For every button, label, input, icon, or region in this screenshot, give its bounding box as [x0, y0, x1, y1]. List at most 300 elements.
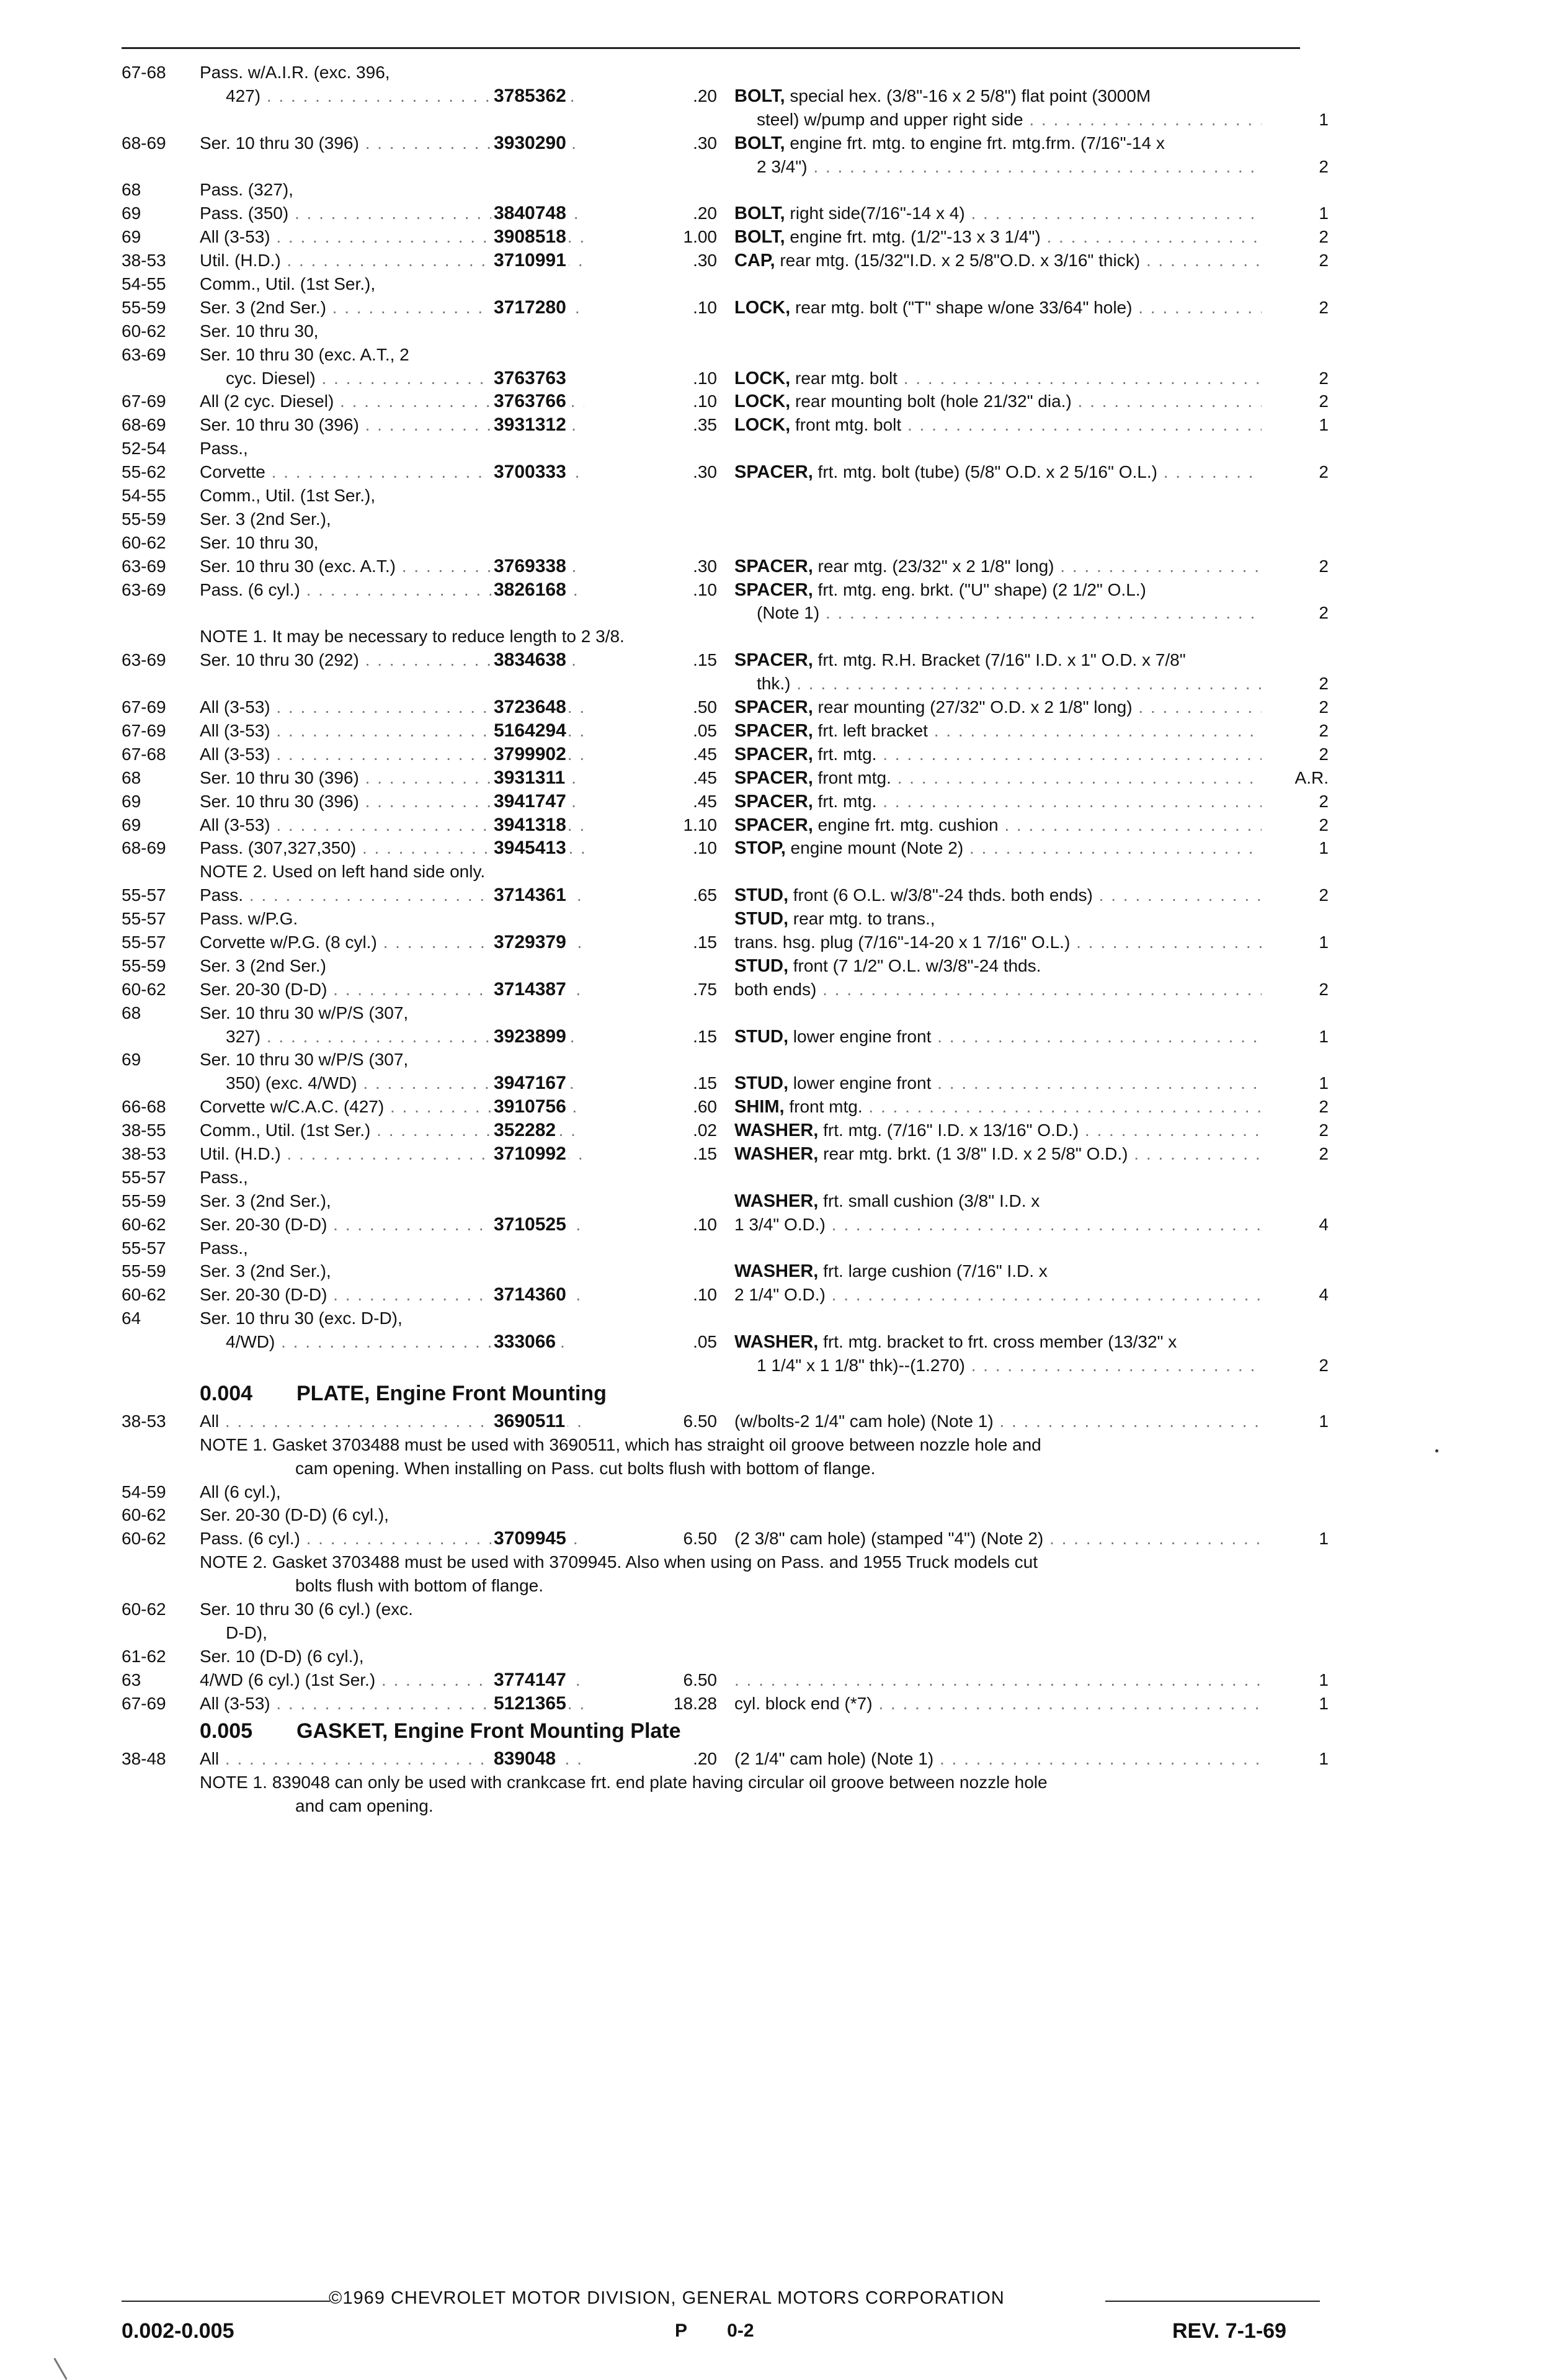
model-years: 38-48 [122, 1749, 166, 1769]
application: Pass. w/P.G. [200, 909, 298, 929]
application: 4/WD (6 cyl.) (1st Ser.) . . . [200, 1668, 584, 1692]
part-number: 3931312 [491, 413, 569, 437]
model-years: 55-57 [122, 1167, 166, 1187]
part-name: SPACER, [734, 697, 813, 718]
note-text: cam opening. When installing on Pass. cut bolts flush with bottom of flange. [295, 1458, 876, 1478]
model-years: 52-54 [122, 439, 166, 459]
part-name: BOLT, [734, 133, 785, 153]
part-name: WASHER, [734, 1191, 819, 1211]
note-text: NOTE 1. It may be necessary to reduce length to 2 3/8. [200, 627, 625, 646]
part-number: 3931311 [491, 766, 568, 790]
quantity: 4 [1263, 1283, 1329, 1307]
parts-row [122, 1283, 1331, 1307]
part-name: SPACER, [734, 815, 813, 835]
model-years: 67-69 [122, 697, 166, 717]
model-years: 67-68 [122, 744, 166, 764]
note-line [122, 1794, 1331, 1818]
parts-row [122, 1048, 1331, 1071]
description-text: engine mount (Note 2) [790, 838, 964, 858]
description-text: cyl. block end (*7) [734, 1693, 873, 1713]
description-text: rear mounting (27/32" O.D. x 2 1/8" long) [817, 697, 1133, 717]
parts-row [122, 437, 1331, 460]
quantity: 1 [1263, 1527, 1329, 1550]
parts-row [122, 108, 1331, 132]
part-number: 3840748 [491, 202, 569, 225]
application: All (3-53) . . . [200, 813, 584, 837]
application: Ser. 3 (2nd Ser.), [200, 509, 331, 529]
price: .15 [693, 1026, 717, 1046]
description-text: rear mtg. to trans., [793, 909, 935, 929]
application: Pass. (6 cyl.) . . . [200, 578, 584, 602]
part-name: SPACER, [734, 556, 813, 576]
description-text: rear mounting bolt (hole 21/32" dia.) [795, 391, 1072, 411]
description-text: thk.) [757, 674, 791, 694]
application: Ser. 3 (2nd Ser.) [200, 955, 326, 975]
part-number: 3930290 [491, 132, 569, 155]
price: .30 [693, 556, 717, 576]
description-text: rear mtg. (23/32" x 2 1/8" long) [817, 556, 1054, 576]
note-text: NOTE 1. Gasket 3703488 must be used with 3690511, which has straight oil groove between nozzle hole and [200, 1434, 1041, 1454]
price: .10 [693, 1285, 717, 1305]
application: 350) (exc. 4/WD) . . . [226, 1071, 573, 1095]
model-years: 69 [122, 227, 141, 247]
quantity: 2 [1263, 719, 1329, 743]
description-text: steel) w/pump and upper right side [757, 109, 1023, 129]
part-number: 3714387 [491, 978, 569, 1001]
quantity: 1 [1263, 1668, 1329, 1692]
description-text: lower engine front [793, 1026, 932, 1046]
description-text: right side(7/16"-14 x 4) [790, 204, 965, 223]
price: .50 [693, 697, 717, 717]
part-number: 3729379 [491, 931, 569, 954]
quantity: 4 [1263, 1213, 1329, 1237]
model-years: 38-55 [122, 1121, 166, 1140]
description [757, 1354, 1262, 1378]
note-line [122, 1771, 1331, 1794]
price: .35 [693, 415, 717, 435]
description-text: frt. mtg. (7/16" I.D. x 13/16" O.D.) [823, 1121, 1079, 1140]
part-name: LOCK, [734, 368, 791, 388]
part-name: BOLT, [734, 227, 785, 248]
application: Corvette . . . [200, 460, 584, 484]
price: .20 [693, 86, 717, 105]
section-heading [122, 1377, 1331, 1410]
parts-row [122, 84, 1331, 108]
part-number: 333066 [491, 1330, 558, 1354]
page-number [675, 2320, 754, 2342]
model-years: 67-69 [122, 720, 166, 740]
part-number: 3717280 [491, 296, 569, 320]
part-name: WASHER, [734, 1261, 819, 1282]
part-number: 5121365 [491, 1692, 569, 1716]
model-years: 68-69 [122, 415, 166, 435]
description [734, 1095, 1262, 1119]
application: All (3-53) . . . [200, 719, 584, 743]
parts-row [122, 907, 1331, 931]
description [757, 672, 1262, 696]
model-years: 66-68 [122, 1097, 166, 1117]
model-years: 55-57 [122, 932, 166, 952]
parts-row [122, 1119, 1331, 1142]
description-text: (Note 1) [757, 603, 820, 623]
description [734, 249, 1262, 273]
quantity: 1 [1263, 1410, 1329, 1433]
model-years: 63-69 [122, 650, 166, 670]
description-text: 2 3/4") [757, 156, 808, 176]
description-text: frt. mtg. [817, 791, 877, 811]
description-text: (2 1/4" cam hole) (Note 1) [734, 1749, 934, 1769]
model-years: 60-62 [122, 1599, 166, 1619]
model-years: 69 [122, 791, 141, 811]
application: Pass. (307,327,350) . . . [200, 836, 584, 860]
parts-row [122, 790, 1331, 813]
parts-row [122, 1354, 1331, 1377]
parts-row [122, 743, 1331, 766]
page-number-value: 0-2 [727, 2320, 754, 2341]
part-number: 3799902 [491, 743, 569, 766]
parts-row [122, 1213, 1331, 1237]
model-years: 38-53 [122, 1411, 166, 1431]
application: Ser. 20-30 (D-D) . . . [200, 1213, 584, 1237]
model-years: 67-69 [122, 391, 166, 411]
quantity: 1 [1263, 1071, 1329, 1095]
parts-row [122, 672, 1331, 696]
price: .15 [693, 650, 717, 670]
description [734, 84, 1262, 109]
price: .10 [693, 1214, 717, 1234]
part-number: 3700333 [491, 460, 569, 484]
parts-row [122, 931, 1331, 954]
application: Ser. 20-30 (D-D) . . . [200, 1283, 584, 1307]
price: .20 [693, 204, 717, 223]
part-number: 3910756 [491, 1095, 569, 1119]
description [734, 132, 1262, 156]
quantity: 1 [1263, 1692, 1329, 1716]
price: .45 [693, 767, 717, 787]
footer-rule-left [122, 2301, 330, 2302]
description [734, 1283, 1262, 1307]
description [734, 202, 1262, 226]
description [734, 555, 1262, 579]
description [734, 225, 1262, 249]
parts-row [122, 1166, 1331, 1189]
description [734, 836, 1262, 861]
parts-row [122, 836, 1331, 860]
parts-row [122, 460, 1331, 484]
parts-row [122, 1645, 1331, 1668]
application: Ser. 10 thru 30, [200, 321, 319, 341]
part-name: STUD, [734, 1073, 788, 1094]
model-years: 68-69 [122, 838, 166, 858]
description [734, 1747, 1262, 1771]
part-name: SPACER, [734, 791, 813, 812]
application: 4/WD) . . . [226, 1330, 573, 1354]
application: Comm., Util. (1st Ser.), [200, 274, 376, 294]
description [734, 648, 1262, 673]
model-years: 63-69 [122, 579, 166, 599]
quantity: 2 [1263, 884, 1329, 907]
section-title: PLATE, Engine Front Mounting [296, 1381, 607, 1405]
application: Ser. 3 (2nd Ser.), [200, 1191, 331, 1210]
description-text: lower engine front [793, 1073, 932, 1093]
application: Ser. 10 thru 30 (292) . . . [200, 648, 584, 672]
model-years: 69 [122, 1050, 141, 1070]
parts-row [122, 1095, 1331, 1119]
part-number: 3941318 [491, 813, 569, 837]
quantity: 1 [1263, 1025, 1329, 1049]
description [734, 413, 1262, 437]
description-text: engine frt. mtg. to engine frt. mtg.frm. (7/16"-14 x [790, 133, 1165, 153]
quantity: 2 [1263, 978, 1329, 1001]
application: Ser. 10 thru 30 (396) . . . [200, 132, 584, 155]
page-prefix: P [675, 2320, 687, 2341]
description-text: engine frt. mtg. (1/2"-13 x 3 1/4") [790, 227, 1041, 247]
application: All (3-53) . . . [200, 225, 584, 249]
part-number: 3923899 [491, 1025, 569, 1049]
parts-row [122, 813, 1331, 837]
description [734, 578, 1262, 602]
part-name: LOCK, [734, 297, 791, 318]
group-range: 0.002-0.005 [122, 2319, 234, 2343]
section-code: 0.005 [200, 1719, 253, 1743]
parts-row [122, 272, 1331, 296]
model-years: 60-62 [122, 1285, 166, 1305]
quantity: 2 [1263, 367, 1329, 390]
price: .10 [693, 838, 717, 858]
description-text: frt. small cushion (3/8" I.D. x [823, 1191, 1040, 1210]
part-number: 3714360 [491, 1283, 569, 1307]
description [734, 367, 1262, 391]
price: .05 [693, 720, 717, 740]
price: .02 [693, 1121, 717, 1140]
model-years: 60-62 [122, 979, 166, 999]
application: All (6 cyl.), [200, 1482, 281, 1501]
note-line [122, 1433, 1331, 1457]
application: Ser. 3 (2nd Ser.), [200, 1261, 331, 1281]
part-number: 3826168 [491, 578, 569, 602]
price: 6.50 [683, 1411, 717, 1431]
parts-row [122, 320, 1331, 343]
description-text: (w/bolts-2 1/4" cam hole) (Note 1) [734, 1411, 994, 1431]
quantity: 2 [1263, 225, 1329, 249]
parts-row [122, 1237, 1331, 1260]
application: Ser. 10 thru 30 (396) . . . [200, 766, 584, 790]
part-number: 3941747 [491, 790, 569, 813]
application: Ser. 10 thru 30 (396) . . . [200, 413, 584, 437]
parts-row [122, 296, 1331, 320]
quantity: 1 [1263, 931, 1329, 954]
price: .30 [693, 251, 717, 271]
model-years: 55-59 [122, 1191, 166, 1210]
quantity: 1 [1263, 413, 1329, 437]
description [734, 296, 1262, 320]
application: Ser. 10 thru 30 (6 cyl.) (exc. [200, 1599, 413, 1619]
description-text: engine frt. mtg. cushion [817, 815, 999, 834]
part-name: WASHER, [734, 1143, 819, 1164]
top-rule [122, 47, 1300, 49]
note-text: NOTE 2. Used on left hand side only. [200, 862, 486, 882]
part-name: STUD, [734, 955, 788, 976]
quantity: 2 [1263, 696, 1329, 719]
description [734, 931, 1262, 955]
description [757, 601, 1262, 625]
parts-row [122, 1025, 1331, 1049]
application: Corvette w/P.G. (8 cyl.) . . . [200, 931, 584, 954]
model-years: 69 [122, 204, 141, 223]
application: All (2 cyc. Diesel) . . . [200, 390, 584, 413]
part-name: STUD, [734, 885, 788, 906]
model-years: 55-57 [122, 909, 166, 929]
model-years: 69 [122, 815, 141, 834]
application: Pass., [200, 1238, 248, 1258]
part-number: 352282 [491, 1119, 558, 1142]
description-text: both ends) [734, 979, 817, 999]
model-years: 64 [122, 1309, 141, 1328]
price: .15 [693, 1073, 717, 1093]
description [734, 954, 1262, 978]
price: 6.50 [683, 1529, 717, 1549]
note-line [122, 1574, 1331, 1598]
quantity: 2 [1263, 296, 1329, 320]
part-name: LOCK, [734, 415, 791, 436]
section-title: GASKET, Engine Front Mounting Plate [296, 1719, 681, 1743]
parts-row [122, 1480, 1331, 1504]
description [734, 1025, 1262, 1049]
price: .20 [693, 1749, 717, 1769]
quantity: 1 [1263, 1747, 1329, 1771]
parts-row [122, 1307, 1331, 1330]
application: Pass., [200, 439, 248, 459]
application: All (3-53) . . . [200, 1692, 584, 1716]
quantity: 2 [1263, 601, 1329, 625]
price: 18.28 [673, 1693, 717, 1713]
model-years: 60-62 [122, 1529, 166, 1549]
description-text: frt. large cushion (7/16" I.D. x [823, 1261, 1048, 1281]
model-years: 55-59 [122, 955, 166, 975]
part-number: 3908518 [491, 225, 569, 249]
scan-speck [1435, 1449, 1438, 1452]
part-number: 3690511 [491, 1410, 568, 1433]
note-text: and cam opening. [295, 1796, 434, 1816]
part-number: 3710992 [491, 1142, 569, 1166]
application: Util. (H.D.) . . . [200, 1142, 584, 1166]
part-number: 3763766 [491, 390, 569, 413]
part-name: BOLT, [734, 204, 785, 224]
application: Ser. 3 (2nd Ser.) . . . [200, 296, 584, 320]
model-years: 61-62 [122, 1646, 166, 1666]
price: .15 [693, 1143, 717, 1163]
application: Ser. 10 thru 30, [200, 532, 319, 552]
quantity: 1 [1263, 202, 1329, 225]
parts-row [122, 601, 1331, 625]
price: .65 [693, 885, 717, 905]
description-text: special hex. (3/8"-16 x 2 5/8") flat point (3000M [790, 86, 1151, 105]
revision-date: REV. 7-1-69 [1172, 2319, 1286, 2343]
application: cyc. Diesel) . . . [226, 367, 573, 390]
parts-row [122, 413, 1331, 437]
part-name: SPACER, [734, 579, 813, 600]
parts-row [122, 1598, 1331, 1621]
description [734, 1410, 1262, 1434]
description-text: frt. mtg. bracket to frt. cross member (13/32" x [823, 1332, 1177, 1352]
parts-row [122, 648, 1331, 672]
parts-row [122, 508, 1331, 531]
description-text: frt. mtg. eng. brkt. ("U" shape) (2 1/2" O.L.) [817, 579, 1146, 599]
part-number: 5164294 [491, 719, 569, 743]
parts-row [122, 978, 1331, 1001]
copyright-text: ©1969 CHEVROLET MOTOR DIVISION, GENERAL MOTORS CORPORATION [329, 2288, 1005, 2308]
part-name: CAP, [734, 251, 775, 271]
description [734, 1527, 1262, 1551]
model-years: 54-55 [122, 486, 166, 506]
quantity: 2 [1263, 390, 1329, 413]
application: Ser. 10 thru 30 (396) . . . [200, 790, 584, 813]
parts-row [122, 343, 1331, 367]
parts-row [122, 1330, 1331, 1354]
price: .10 [693, 368, 717, 388]
description-text: frt. mtg. [817, 744, 877, 764]
note-line [122, 1550, 1331, 1574]
price: .75 [693, 979, 717, 999]
application: Pass. . . . [200, 884, 584, 907]
price: 1.10 [683, 815, 717, 834]
parts-row [122, 696, 1331, 719]
description [734, 1071, 1262, 1096]
part-number: 3834638 [491, 648, 569, 672]
application: Pass. w/A.I.R. (exc. 396, [200, 63, 390, 82]
parts-row [122, 578, 1331, 602]
description [734, 790, 1262, 814]
description [734, 813, 1262, 838]
parts-row [122, 1071, 1331, 1095]
model-years: 63 [122, 1670, 141, 1689]
part-name: SPACER, [734, 650, 813, 671]
section-heading [122, 1715, 1331, 1747]
part-number: 3763763 [491, 367, 569, 390]
application: Ser. 10 thru 30 (exc. A.T.) . . . [200, 555, 584, 578]
part-number: 839048 [491, 1747, 558, 1771]
description-text: 2 1/4" O.D.) [734, 1285, 826, 1305]
application: 427) . . . [226, 84, 573, 108]
price: .10 [693, 579, 717, 599]
description [734, 1259, 1262, 1284]
part-name: STOP, [734, 838, 786, 859]
quantity: 2 [1263, 155, 1329, 179]
price: .30 [693, 133, 717, 153]
model-years: 67-69 [122, 1693, 166, 1713]
parts-row [122, 1001, 1331, 1025]
description [734, 766, 1262, 790]
parts-row [122, 1503, 1331, 1527]
part-name: LOCK, [734, 391, 791, 412]
description-text: 1 1/4" x 1 1/8" thk)--(1.270) [757, 1355, 965, 1375]
model-years: 60-62 [122, 1505, 166, 1525]
parts-row [122, 1668, 1331, 1692]
description [734, 696, 1262, 720]
parts-row [122, 249, 1331, 272]
application: All (3-53) . . . [200, 696, 584, 719]
scan-mark [53, 2358, 68, 2380]
model-years: 38-53 [122, 251, 166, 271]
parts-row [122, 225, 1331, 249]
note-line [122, 860, 1331, 884]
description [734, 1668, 1262, 1693]
part-number: 3709945 [491, 1527, 569, 1550]
parts-row [122, 1621, 1331, 1645]
price: .60 [693, 1097, 717, 1117]
model-years: 68 [122, 767, 141, 787]
description [734, 1142, 1262, 1166]
